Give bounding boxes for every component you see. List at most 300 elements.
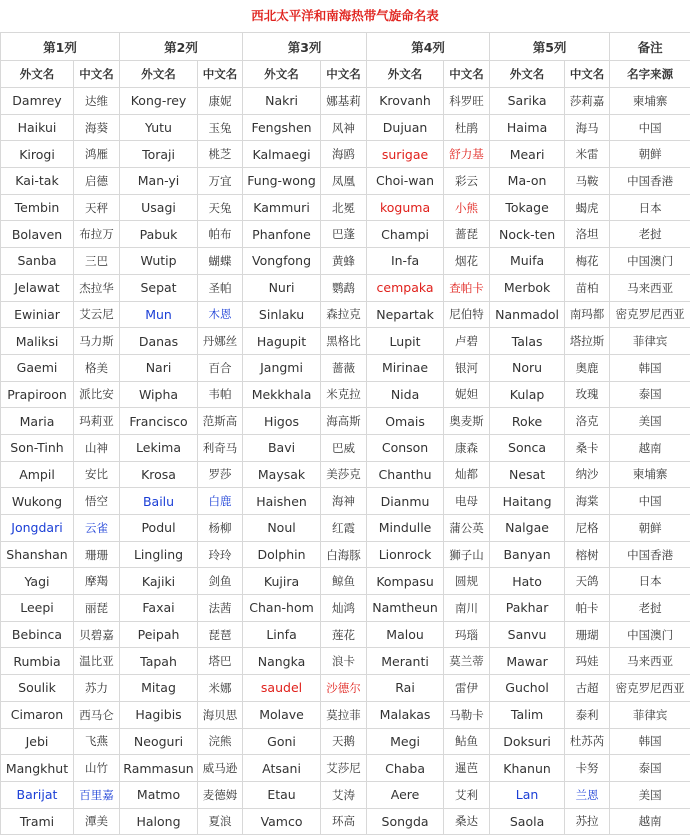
english-name-cell: Maria <box>1 408 74 435</box>
english-name-cell: Sinlaku <box>243 301 321 328</box>
chinese-name-cell: 麦德姆 <box>198 781 243 808</box>
english-name-cell: Saola <box>490 808 565 835</box>
chinese-name-cell: 百合 <box>198 354 243 381</box>
english-name-cell: Sanba <box>1 248 74 275</box>
chinese-name-cell: 杰拉华 <box>74 274 120 301</box>
english-name-cell: Barijat <box>1 781 74 808</box>
chinese-name-cell: 南川 <box>444 595 490 622</box>
english-name-cell: Kai-tak <box>1 168 74 195</box>
chinese-name-cell: 法茜 <box>198 595 243 622</box>
chinese-name-cell: 艾云尼 <box>74 301 120 328</box>
english-name-cell: Ma-on <box>490 168 565 195</box>
chinese-name-cell: 玛瑙 <box>444 621 490 648</box>
english-name-cell: Bolaven <box>1 221 74 248</box>
table-row <box>1 88 690 115</box>
chinese-name-cell: 蔷琵 <box>444 221 490 248</box>
english-name-cell: Champi <box>367 221 444 248</box>
en-name-header: 外文名 <box>367 61 444 88</box>
english-name-cell: Fengshen <box>243 114 321 141</box>
english-name-cell: Trami <box>1 808 74 835</box>
english-name-cell: Mun <box>120 301 198 328</box>
chinese-name-cell: 圆规 <box>444 568 490 595</box>
english-name-cell: Tapah <box>120 648 198 675</box>
chinese-name-cell: 山神 <box>74 434 120 461</box>
chinese-name-cell: 启德 <box>74 168 120 195</box>
english-name-cell: Lupit <box>367 328 444 355</box>
name-source-cell: 中国 <box>610 114 690 141</box>
english-name-cell: Talas <box>490 328 565 355</box>
en-name-header: 外文名 <box>120 61 198 88</box>
chinese-name-cell: 沙德尔 <box>321 675 367 702</box>
table-row <box>1 541 690 568</box>
chinese-name-cell: 黑格比 <box>321 328 367 355</box>
name-source-cell: 柬埔寨 <box>610 88 690 115</box>
chinese-name-cell: 风神 <box>321 114 367 141</box>
page-title: 西北太平洋和南海热带气旋命名表 <box>251 8 439 23</box>
english-name-cell: Rammasun <box>120 755 198 782</box>
typhoon-names-table <box>0 32 690 835</box>
english-name-cell: Nari <box>120 354 198 381</box>
chinese-name-cell: 白海豚 <box>321 541 367 568</box>
english-name-cell: Toraji <box>120 141 198 168</box>
english-name-cell: Haishen <box>243 488 321 515</box>
chinese-name-cell: 海棠 <box>565 488 610 515</box>
english-name-cell: Guchol <box>490 675 565 702</box>
english-name-cell: Hagibis <box>120 701 198 728</box>
english-name-cell: Ewiniar <box>1 301 74 328</box>
chinese-name-cell: 烟花 <box>444 248 490 275</box>
chinese-name-cell: 红霞 <box>321 515 367 542</box>
chinese-name-cell: 格美 <box>74 354 120 381</box>
chinese-name-cell: 珊瑚 <box>565 621 610 648</box>
english-name-cell: Yagi <box>1 568 74 595</box>
chinese-name-cell: 琵琶 <box>198 621 243 648</box>
chinese-name-cell: 剑鱼 <box>198 568 243 595</box>
chinese-name-cell: 潭美 <box>74 808 120 835</box>
chinese-name-cell: 悟空 <box>74 488 120 515</box>
chinese-name-cell: 白鹿 <box>198 488 243 515</box>
chinese-name-cell: 海葵 <box>74 114 120 141</box>
chinese-name-cell: 鹦鹉 <box>321 274 367 301</box>
english-name-cell: Lekima <box>120 434 198 461</box>
english-name-cell: Dujuan <box>367 114 444 141</box>
english-name-cell: Rumbia <box>1 648 74 675</box>
name-source-cell: 美国 <box>610 408 690 435</box>
chinese-name-cell: 杨柳 <box>198 515 243 542</box>
english-name-cell: Yutu <box>120 114 198 141</box>
english-name-cell: Meranti <box>367 648 444 675</box>
english-name-cell: Muifa <box>490 248 565 275</box>
english-name-cell: Jongdari <box>1 515 74 542</box>
chinese-name-cell: 灿都 <box>444 461 490 488</box>
chinese-name-cell: 飞燕 <box>74 728 120 755</box>
english-name-cell: Banyan <box>490 541 565 568</box>
en-name-header: 外文名 <box>243 61 321 88</box>
english-name-cell: Shanshan <box>1 541 74 568</box>
chinese-name-cell: 威马逊 <box>198 755 243 782</box>
english-name-cell: cempaka <box>367 274 444 301</box>
chinese-name-cell: 玛莉亚 <box>74 408 120 435</box>
chinese-name-cell: 泰利 <box>565 701 610 728</box>
sub-header-row <box>1 61 690 88</box>
english-name-cell: Nesat <box>490 461 565 488</box>
table-row <box>1 648 690 675</box>
chinese-name-cell: 海神 <box>321 488 367 515</box>
chinese-name-cell: 鸿雁 <box>74 141 120 168</box>
chinese-name-cell: 奥麦斯 <box>444 408 490 435</box>
chinese-name-cell: 天鸽 <box>565 568 610 595</box>
english-name-cell: Vongfong <box>243 248 321 275</box>
name-source-cell: 越南 <box>610 808 690 835</box>
table-row <box>1 221 690 248</box>
table-row <box>1 381 690 408</box>
english-name-cell: Wutip <box>120 248 198 275</box>
english-name-cell: Haikui <box>1 114 74 141</box>
table-row <box>1 434 690 461</box>
chinese-name-cell: 小熊 <box>444 194 490 221</box>
english-name-cell: Damrey <box>1 88 74 115</box>
english-name-cell: Wukong <box>1 488 74 515</box>
table-row <box>1 675 690 702</box>
english-name-cell: Bebinca <box>1 621 74 648</box>
chinese-name-cell: 帕卡 <box>565 595 610 622</box>
table-row <box>1 141 690 168</box>
english-name-cell: Krosa <box>120 461 198 488</box>
chinese-name-cell: 卢碧 <box>444 328 490 355</box>
english-name-cell: Songda <box>367 808 444 835</box>
chinese-name-cell: 米克拉 <box>321 381 367 408</box>
name-source-cell: 中国澳门 <box>610 621 690 648</box>
english-name-cell: Malakas <box>367 701 444 728</box>
english-name-cell: Leepi <box>1 595 74 622</box>
chinese-name-cell: 彩云 <box>444 168 490 195</box>
chinese-name-cell: 桑达 <box>444 808 490 835</box>
english-name-cell: Atsani <box>243 755 321 782</box>
english-name-cell: Sanvu <box>490 621 565 648</box>
chinese-name-cell: 米娜 <box>198 675 243 702</box>
english-name-cell: Lionrock <box>367 541 444 568</box>
chinese-name-cell: 鲸鱼 <box>321 568 367 595</box>
name-source-cell: 泰国 <box>610 755 690 782</box>
english-name-cell: Man-yi <box>120 168 198 195</box>
english-name-cell: Merbok <box>490 274 565 301</box>
english-name-cell: Tokage <box>490 194 565 221</box>
table-row <box>1 354 690 381</box>
remarks-header: 备注 <box>610 33 690 61</box>
chinese-name-cell: 塔拉斯 <box>565 328 610 355</box>
chinese-name-cell: 圣帕 <box>198 274 243 301</box>
name-source-cell: 美国 <box>610 781 690 808</box>
english-name-cell: Malou <box>367 621 444 648</box>
chinese-name-cell: 洛克 <box>565 408 610 435</box>
name-source-cell: 朝鲜 <box>610 141 690 168</box>
english-name-cell: Goni <box>243 728 321 755</box>
name-source-cell: 密克罗尼西亚 <box>610 675 690 702</box>
english-name-cell: Dianmu <box>367 488 444 515</box>
chinese-name-cell: 贝碧嘉 <box>74 621 120 648</box>
chinese-name-cell: 海鸥 <box>321 141 367 168</box>
english-name-cell: Son-Tinh <box>1 434 74 461</box>
chinese-name-cell: 暹芭 <box>444 755 490 782</box>
table-row <box>1 408 690 435</box>
chinese-name-cell: 帕布 <box>198 221 243 248</box>
english-name-cell: Danas <box>120 328 198 355</box>
english-name-cell: Soulik <box>1 675 74 702</box>
zh-name-header: 中文名 <box>565 61 610 88</box>
english-name-cell: Hato <box>490 568 565 595</box>
english-name-cell: Mawar <box>490 648 565 675</box>
chinese-name-cell: 查帕卡 <box>444 274 490 301</box>
table-row <box>1 755 690 782</box>
english-name-cell: Mangkhut <box>1 755 74 782</box>
chinese-name-cell: 珊珊 <box>74 541 120 568</box>
chinese-name-cell: 尼格 <box>565 515 610 542</box>
english-name-cell: Chaba <box>367 755 444 782</box>
english-name-cell: Noru <box>490 354 565 381</box>
english-name-cell: Conson <box>367 434 444 461</box>
chinese-name-cell: 巴蓬 <box>321 221 367 248</box>
chinese-name-cell: 天兔 <box>198 194 243 221</box>
chinese-name-cell: 海高斯 <box>321 408 367 435</box>
english-name-cell: Megi <box>367 728 444 755</box>
table-row <box>1 515 690 542</box>
name-source-cell: 韩国 <box>610 354 690 381</box>
english-name-cell: Chan-hom <box>243 595 321 622</box>
english-name-cell: Noul <box>243 515 321 542</box>
english-name-cell: Omais <box>367 408 444 435</box>
table-row <box>1 328 690 355</box>
english-name-cell: Kirogi <box>1 141 74 168</box>
english-name-cell: Nangka <box>243 648 321 675</box>
chinese-name-cell: 鲇鱼 <box>444 728 490 755</box>
table-row <box>1 274 690 301</box>
table-row <box>1 808 690 835</box>
chinese-name-cell: 玲玲 <box>198 541 243 568</box>
column-group-2: 第2列 <box>120 33 243 61</box>
english-name-cell: Cimaron <box>1 701 74 728</box>
chinese-name-cell: 电母 <box>444 488 490 515</box>
zh-name-header: 中文名 <box>321 61 367 88</box>
name-source-cell: 中国 <box>610 488 690 515</box>
table-row <box>1 194 690 221</box>
chinese-name-cell: 海贝思 <box>198 701 243 728</box>
english-name-cell: Nuri <box>243 274 321 301</box>
english-name-cell: koguma <box>367 194 444 221</box>
name-source-cell: 马来西亚 <box>610 648 690 675</box>
name-source-cell: 越南 <box>610 434 690 461</box>
chinese-name-cell: 环高 <box>321 808 367 835</box>
table-row <box>1 248 690 275</box>
chinese-name-cell: 妮妲 <box>444 381 490 408</box>
chinese-name-cell: 北冕 <box>321 194 367 221</box>
english-name-cell: Dolphin <box>243 541 321 568</box>
chinese-name-cell: 卡努 <box>565 755 610 782</box>
chinese-name-cell: 科罗旺 <box>444 88 490 115</box>
english-name-cell: Meari <box>490 141 565 168</box>
table-row <box>1 168 690 195</box>
chinese-name-cell: 莎莉嘉 <box>565 88 610 115</box>
table-row <box>1 488 690 515</box>
chinese-name-cell: 灿鸿 <box>321 595 367 622</box>
english-name-cell: Nock-ten <box>490 221 565 248</box>
chinese-name-cell: 莲花 <box>321 621 367 648</box>
english-name-cell: Mindulle <box>367 515 444 542</box>
english-name-cell: Fung-wong <box>243 168 321 195</box>
name-source-cell: 柬埔寨 <box>610 461 690 488</box>
name-source-cell: 老挝 <box>610 221 690 248</box>
chinese-name-cell: 纳沙 <box>565 461 610 488</box>
english-name-cell: Halong <box>120 808 198 835</box>
chinese-name-cell: 杜苏芮 <box>565 728 610 755</box>
english-name-cell: Peipah <box>120 621 198 648</box>
english-name-cell: Sonca <box>490 434 565 461</box>
chinese-name-cell: 布拉万 <box>74 221 120 248</box>
english-name-cell: Higos <box>243 408 321 435</box>
name-source-cell: 中国香港 <box>610 168 690 195</box>
english-name-cell: Neoguri <box>120 728 198 755</box>
english-name-cell: Gaemi <box>1 354 74 381</box>
zh-name-header: 中文名 <box>444 61 490 88</box>
english-name-cell: Hagupit <box>243 328 321 355</box>
table-row <box>1 595 690 622</box>
chinese-name-cell: 康妮 <box>198 88 243 115</box>
chinese-name-cell: 玫瑰 <box>565 381 610 408</box>
chinese-name-cell: 桑卡 <box>565 434 610 461</box>
chinese-name-cell: 莫拉菲 <box>321 701 367 728</box>
english-name-cell: Vamco <box>243 808 321 835</box>
chinese-name-cell: 派比安 <box>74 381 120 408</box>
chinese-name-cell: 安比 <box>74 461 120 488</box>
chinese-name-cell: 韦帕 <box>198 381 243 408</box>
english-name-cell: Mekkhala <box>243 381 321 408</box>
chinese-name-cell: 天鹅 <box>321 728 367 755</box>
chinese-name-cell: 夏浪 <box>198 808 243 835</box>
chinese-name-cell: 苏拉 <box>565 808 610 835</box>
name-source-cell: 日本 <box>610 194 690 221</box>
chinese-name-cell: 浣熊 <box>198 728 243 755</box>
english-name-cell: Jelawat <box>1 274 74 301</box>
english-name-cell: Haitang <box>490 488 565 515</box>
english-name-cell: Prapiroon <box>1 381 74 408</box>
chinese-name-cell: 达维 <box>74 88 120 115</box>
english-name-cell: In-fa <box>367 248 444 275</box>
chinese-name-cell: 艾莎尼 <box>321 755 367 782</box>
chinese-name-cell: 范斯高 <box>198 408 243 435</box>
english-name-cell: Kulap <box>490 381 565 408</box>
chinese-name-cell: 美莎克 <box>321 461 367 488</box>
english-name-cell: Nakri <box>243 88 321 115</box>
source-header: 名字来源 <box>610 61 690 88</box>
chinese-name-cell: 蝴蝶 <box>198 248 243 275</box>
column-group-header-row <box>1 33 690 61</box>
name-source-cell: 老挝 <box>610 595 690 622</box>
english-name-cell: Wipha <box>120 381 198 408</box>
english-name-cell: Pabuk <box>120 221 198 248</box>
chinese-name-cell: 梅花 <box>565 248 610 275</box>
name-source-cell: 泰国 <box>610 381 690 408</box>
chinese-name-cell: 塔巴 <box>198 648 243 675</box>
chinese-name-cell: 苗柏 <box>565 274 610 301</box>
chinese-name-cell: 尼伯特 <box>444 301 490 328</box>
english-name-cell: Kalmaegi <box>243 141 321 168</box>
english-name-cell: Doksuri <box>490 728 565 755</box>
name-source-cell: 中国香港 <box>610 541 690 568</box>
english-name-cell: Aere <box>367 781 444 808</box>
chinese-name-cell: 百里嘉 <box>74 781 120 808</box>
english-name-cell: Sarika <box>490 88 565 115</box>
table-row <box>1 461 690 488</box>
english-name-cell: Haima <box>490 114 565 141</box>
chinese-name-cell: 娜基莉 <box>321 88 367 115</box>
column-group-5: 第5列 <box>490 33 610 61</box>
english-name-cell: Nanmadol <box>490 301 565 328</box>
chinese-name-cell: 云雀 <box>74 515 120 542</box>
table-row <box>1 728 690 755</box>
chinese-name-cell: 桃芝 <box>198 141 243 168</box>
table-row <box>1 621 690 648</box>
chinese-name-cell: 丹娜丝 <box>198 328 243 355</box>
english-name-cell: Mirinae <box>367 354 444 381</box>
chinese-name-cell: 罗莎 <box>198 461 243 488</box>
english-name-cell: Mitag <box>120 675 198 702</box>
chinese-name-cell: 利奇马 <box>198 434 243 461</box>
english-name-cell: Tembin <box>1 194 74 221</box>
table-row <box>1 701 690 728</box>
english-name-cell: Phanfone <box>243 221 321 248</box>
table-row <box>1 301 690 328</box>
english-name-cell: Podul <box>120 515 198 542</box>
name-source-cell: 日本 <box>610 568 690 595</box>
en-name-header: 外文名 <box>490 61 565 88</box>
chinese-name-cell: 摩羯 <box>74 568 120 595</box>
name-source-cell: 朝鲜 <box>610 515 690 542</box>
english-name-cell: Kompasu <box>367 568 444 595</box>
zh-name-header: 中文名 <box>74 61 120 88</box>
chinese-name-cell: 洛坦 <box>565 221 610 248</box>
chinese-name-cell: 兰恩 <box>565 781 610 808</box>
chinese-name-cell: 丽琵 <box>74 595 120 622</box>
english-name-cell: Matmo <box>120 781 198 808</box>
english-name-cell: Jangmi <box>243 354 321 381</box>
chinese-name-cell: 天秤 <box>74 194 120 221</box>
english-name-cell: Maysak <box>243 461 321 488</box>
chinese-name-cell: 浪卡 <box>321 648 367 675</box>
english-name-cell: Rai <box>367 675 444 702</box>
chinese-name-cell: 银河 <box>444 354 490 381</box>
chinese-name-cell: 万宜 <box>198 168 243 195</box>
name-source-cell: 密克罗尼西亚 <box>610 301 690 328</box>
chinese-name-cell: 巴威 <box>321 434 367 461</box>
english-name-cell: Faxai <box>120 595 198 622</box>
english-name-cell: Kammuri <box>243 194 321 221</box>
table-row <box>1 568 690 595</box>
chinese-name-cell: 奥鹿 <box>565 354 610 381</box>
english-name-cell: Bavi <box>243 434 321 461</box>
chinese-name-cell: 榕树 <box>565 541 610 568</box>
chinese-name-cell: 蒲公英 <box>444 515 490 542</box>
english-name-cell: Nepartak <box>367 301 444 328</box>
chinese-name-cell: 南玛都 <box>565 301 610 328</box>
english-name-cell: Lingling <box>120 541 198 568</box>
english-name-cell: saudel <box>243 675 321 702</box>
chinese-name-cell: 三巴 <box>74 248 120 275</box>
table-row <box>1 114 690 141</box>
english-name-cell: Roke <box>490 408 565 435</box>
chinese-name-cell: 艾涛 <box>321 781 367 808</box>
chinese-name-cell: 苏力 <box>74 675 120 702</box>
chinese-name-cell: 康森 <box>444 434 490 461</box>
chinese-name-cell: 雷伊 <box>444 675 490 702</box>
